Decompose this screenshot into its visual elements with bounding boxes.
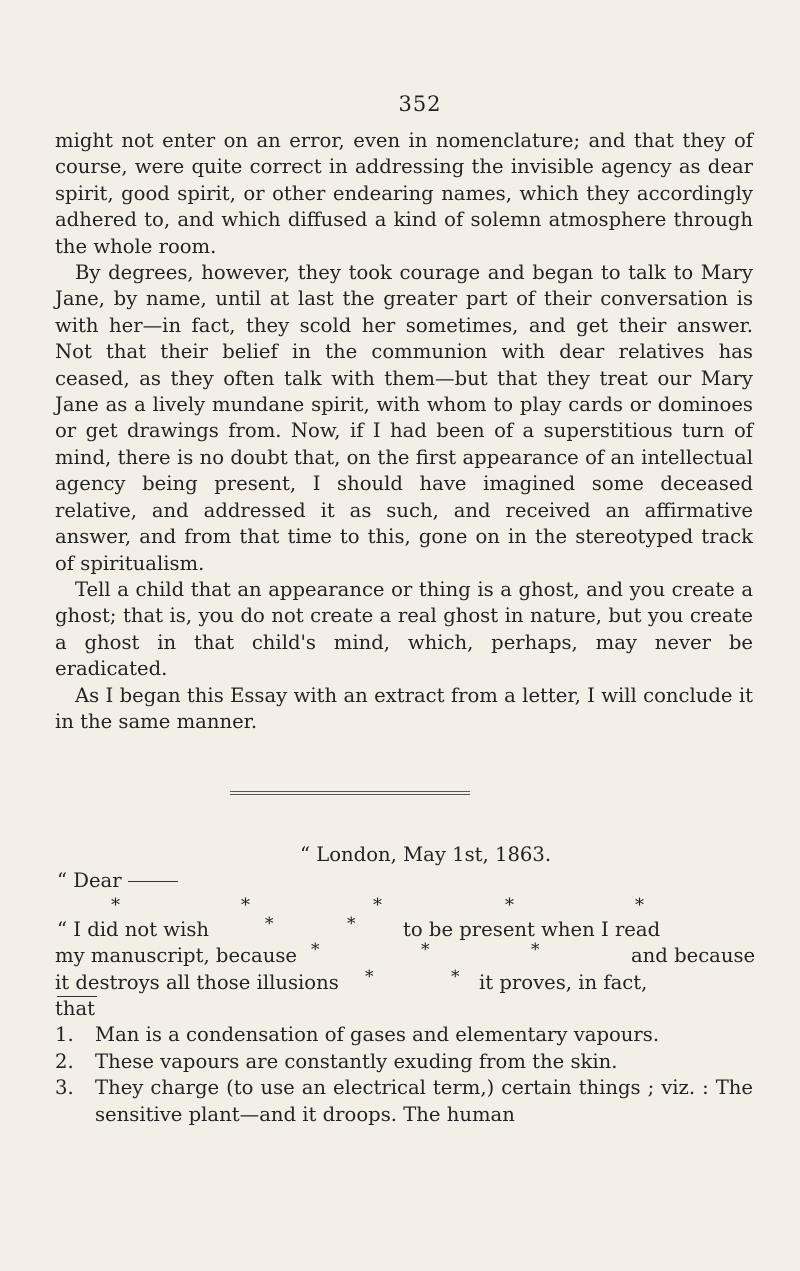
asterisk-row xyxy=(55,895,753,917)
letter-text: and because xyxy=(631,944,756,968)
paragraph: As I began this Essay with an extract from a letter, I will conclude it in the same manner. xyxy=(55,683,753,733)
list-text: These vapours are constantly exuding from the skin. xyxy=(95,1049,618,1073)
letter-text: it destroys all those illusions xyxy=(55,970,339,994)
body-text xyxy=(55,128,753,735)
letter-extract xyxy=(55,842,756,1128)
dash-line xyxy=(128,881,178,882)
asterisk: * xyxy=(365,966,374,987)
asterisk: * xyxy=(635,894,644,916)
letter-text: my manuscript, because xyxy=(55,944,297,968)
paragraph: By degrees, however, they took courage and began to talk to Mary Jane, by name, until at last the greater part of their conversation is with her—in fact, they scold her sometimes, and get their answer. Not that their belief in the communion with dear relatives has ceased, as they often talk with them—but that they treat our Mary Jane as a lively mundane spirit, with whom to play cards or dominoes or get drawings from. Now, if I had been of a superstitious turn of mind, there is no doubt that, on the first appearance of an intellectual agency being present, I should have imagined some deceased relative, and addressed it as such, and received an affirmative answer, and from that time to this, gone on in the stereotyped track of spiritualism. xyxy=(55,261,753,575)
asterisk: * xyxy=(531,940,540,961)
asterisk: * xyxy=(421,940,430,961)
list-text: Man is a condensation of gases and elementary vapours. xyxy=(95,1023,660,1047)
asterisk: * xyxy=(241,894,250,916)
asterisk: * xyxy=(311,940,320,961)
letter-line xyxy=(55,913,753,943)
list-number: 2. xyxy=(55,1049,74,1073)
asterisk: * xyxy=(451,966,460,987)
asterisk: * xyxy=(373,894,382,916)
paragraph: Tell a child that an appearance or thing is a ghost, and you create a ghost; that is, you do not create a real ghost in nature, but you create a ghost in that child's mind, which, perhaps, may never be eradicated. xyxy=(55,577,753,681)
asterisk: * xyxy=(111,894,120,916)
list-number: 1. xyxy=(55,1023,74,1047)
letter-dateline: “ London, May 1st, 1863. xyxy=(300,843,552,866)
letter-line: that xyxy=(55,996,96,1020)
list-text: They charge (to use an electrical term,) certain things ; viz. : The sensitive plant—and it droops. The human xyxy=(95,1076,753,1126)
page-number: 352 xyxy=(398,92,442,116)
numbered-list xyxy=(55,1022,753,1128)
list-item xyxy=(55,1075,753,1128)
asterisk: * xyxy=(505,894,514,916)
letter-text: “ I did not wish xyxy=(57,917,210,941)
letter-salutation xyxy=(55,868,753,894)
section-divider xyxy=(230,791,470,797)
paragraph: might not enter on an error, even in nomenclature; and that they of course, were quite correct in addressing the invisible agency as dear spirit, good spirit, or other endearing names, which they accordingly adhered to, and which diffused a kind of solemn atmosphere through the whole room. xyxy=(55,129,753,258)
list-item xyxy=(55,1049,753,1075)
asterisk: * xyxy=(347,913,356,934)
salutation-text: “ Dear xyxy=(57,869,122,893)
letter-line xyxy=(55,940,756,969)
letter-text: to be present when I read xyxy=(403,917,661,941)
letter-line xyxy=(55,966,753,996)
list-item xyxy=(55,1022,753,1048)
asterisk: * xyxy=(265,913,274,934)
list-number: 3. xyxy=(55,1076,74,1100)
letter-text: it proves, in fact, xyxy=(479,970,648,994)
